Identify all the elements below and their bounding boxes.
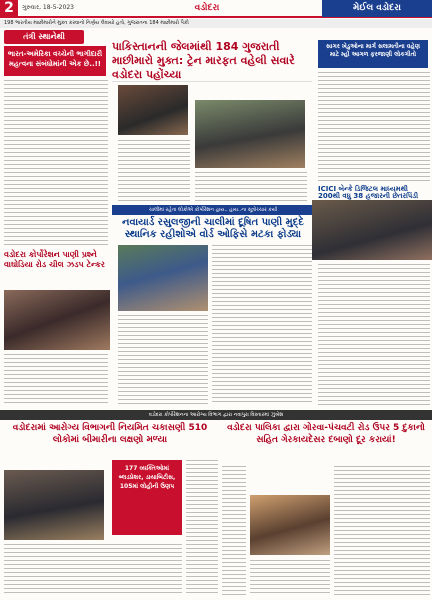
icici-headline: ICICI બેન્કે ડિજિટલ માધ્યમથી 200થી વધુ 38 હજારની છેતરપિંડી	[318, 185, 419, 200]
bottom-right-photo	[250, 495, 330, 555]
left-photo	[4, 290, 110, 350]
left-body	[4, 354, 108, 406]
right-body-2	[318, 264, 430, 406]
bottom-right-body-1	[222, 466, 246, 596]
editorial-body	[4, 80, 108, 245]
bottom-left-body-2	[4, 544, 182, 596]
city-title: વડોદરા	[194, 3, 220, 13]
middle-band: ચાલીમાં રહેતા લોકોએ કોર્પોરેશન હાય.. હાય..ના સૂત્રોચ્ચાર કર્યા	[112, 205, 314, 215]
masthead	[0, 0, 432, 18]
right-body	[318, 72, 430, 182]
main-body-1	[118, 140, 190, 202]
bottom-left-photo	[4, 470, 104, 540]
main-body-2	[195, 172, 307, 202]
health-stat-box: 177 વ્યક્તિઓમાં બ્લડપ્રેશર, ડાયાબિટીસ, 105માં લોહીની ઉણપ	[112, 460, 182, 535]
bottom-band: વડોદરા કોર્પોરેશનના આરોગ્ય વિભાગ દ્વારા નવાપુરા વિસ્તારમાં ઝુંબેશ	[0, 410, 432, 420]
page-number: 2	[0, 0, 18, 17]
middle-body	[212, 245, 312, 405]
bottom-right-body-3	[250, 560, 330, 596]
right-photo	[312, 200, 432, 260]
editorial-label: તંત્રી સ્થાનેથી	[4, 30, 84, 44]
bottom-left-headline: વડોદરામાં આરોગ્ય વિભાગની નિયમિત ચકાસણી 510 લોકોમાં બીમારીના લક્ષણો મળ્યા	[12, 423, 208, 445]
middle-headline: નવાયાર્ડ રસુલજીની ચાલીમાં દૂષિત પાણી મુદ્દે સ્થાનિક રહીશોએ વોર્ડ ઓફિસે મટકા ફોડ્યા	[122, 217, 304, 240]
main-photo-2	[195, 100, 305, 168]
editorial-headline: ભારત-અમેરિકા વચ્ચેની ભાગીદારી મહત્વના સંબંધોમાંની એક છે..!!	[4, 46, 106, 76]
middle-body-2	[118, 315, 208, 405]
date: ગુરુવાર, 18-5-2023	[22, 4, 74, 11]
bottom-right-headline: વડોદરા પાલિકા દ્વારા ગોરવા-પંચવટી રોડ ઉપર 5 દુકાનો સહિત ગેરકાયદેસર દબાણો દૂર કરાયાં!	[227, 423, 425, 445]
middle-photo	[118, 245, 208, 311]
bottom-right-body-2	[334, 466, 430, 596]
main-headline: પાકિસ્તાનની જેલમાંથી 184 ગુજરાતી માછીમારો મુક્ત: ટ્રેન મારફત વહેલી સવારે વડોદરા પહોંચ્યા	[112, 40, 312, 82]
left-mid-headline: વડોદરા કોર્પોરેશન પાણી પ્રશ્ને વાઘોડિયા રોડ ચીલ ઝડપ ટેન્કર	[4, 250, 105, 269]
main-photo-1	[118, 85, 188, 135]
right-box-headline: સાગર ખેડુઓના માર્ગ સલામતીના વહેણ માટે મ્હોં આગળ ફરજાણી લોકગીતો	[318, 40, 428, 68]
ticker: 198 ભારતીય માછીમારોને મુક્ત કરવાનો નિર્ણય લેવાયો હતો, ગુજરાતના 184 માછીમારો પૈકી	[0, 19, 432, 28]
bottom-left-body	[186, 460, 218, 596]
brand-logo: મેઈલ વડોદરા	[322, 0, 432, 17]
